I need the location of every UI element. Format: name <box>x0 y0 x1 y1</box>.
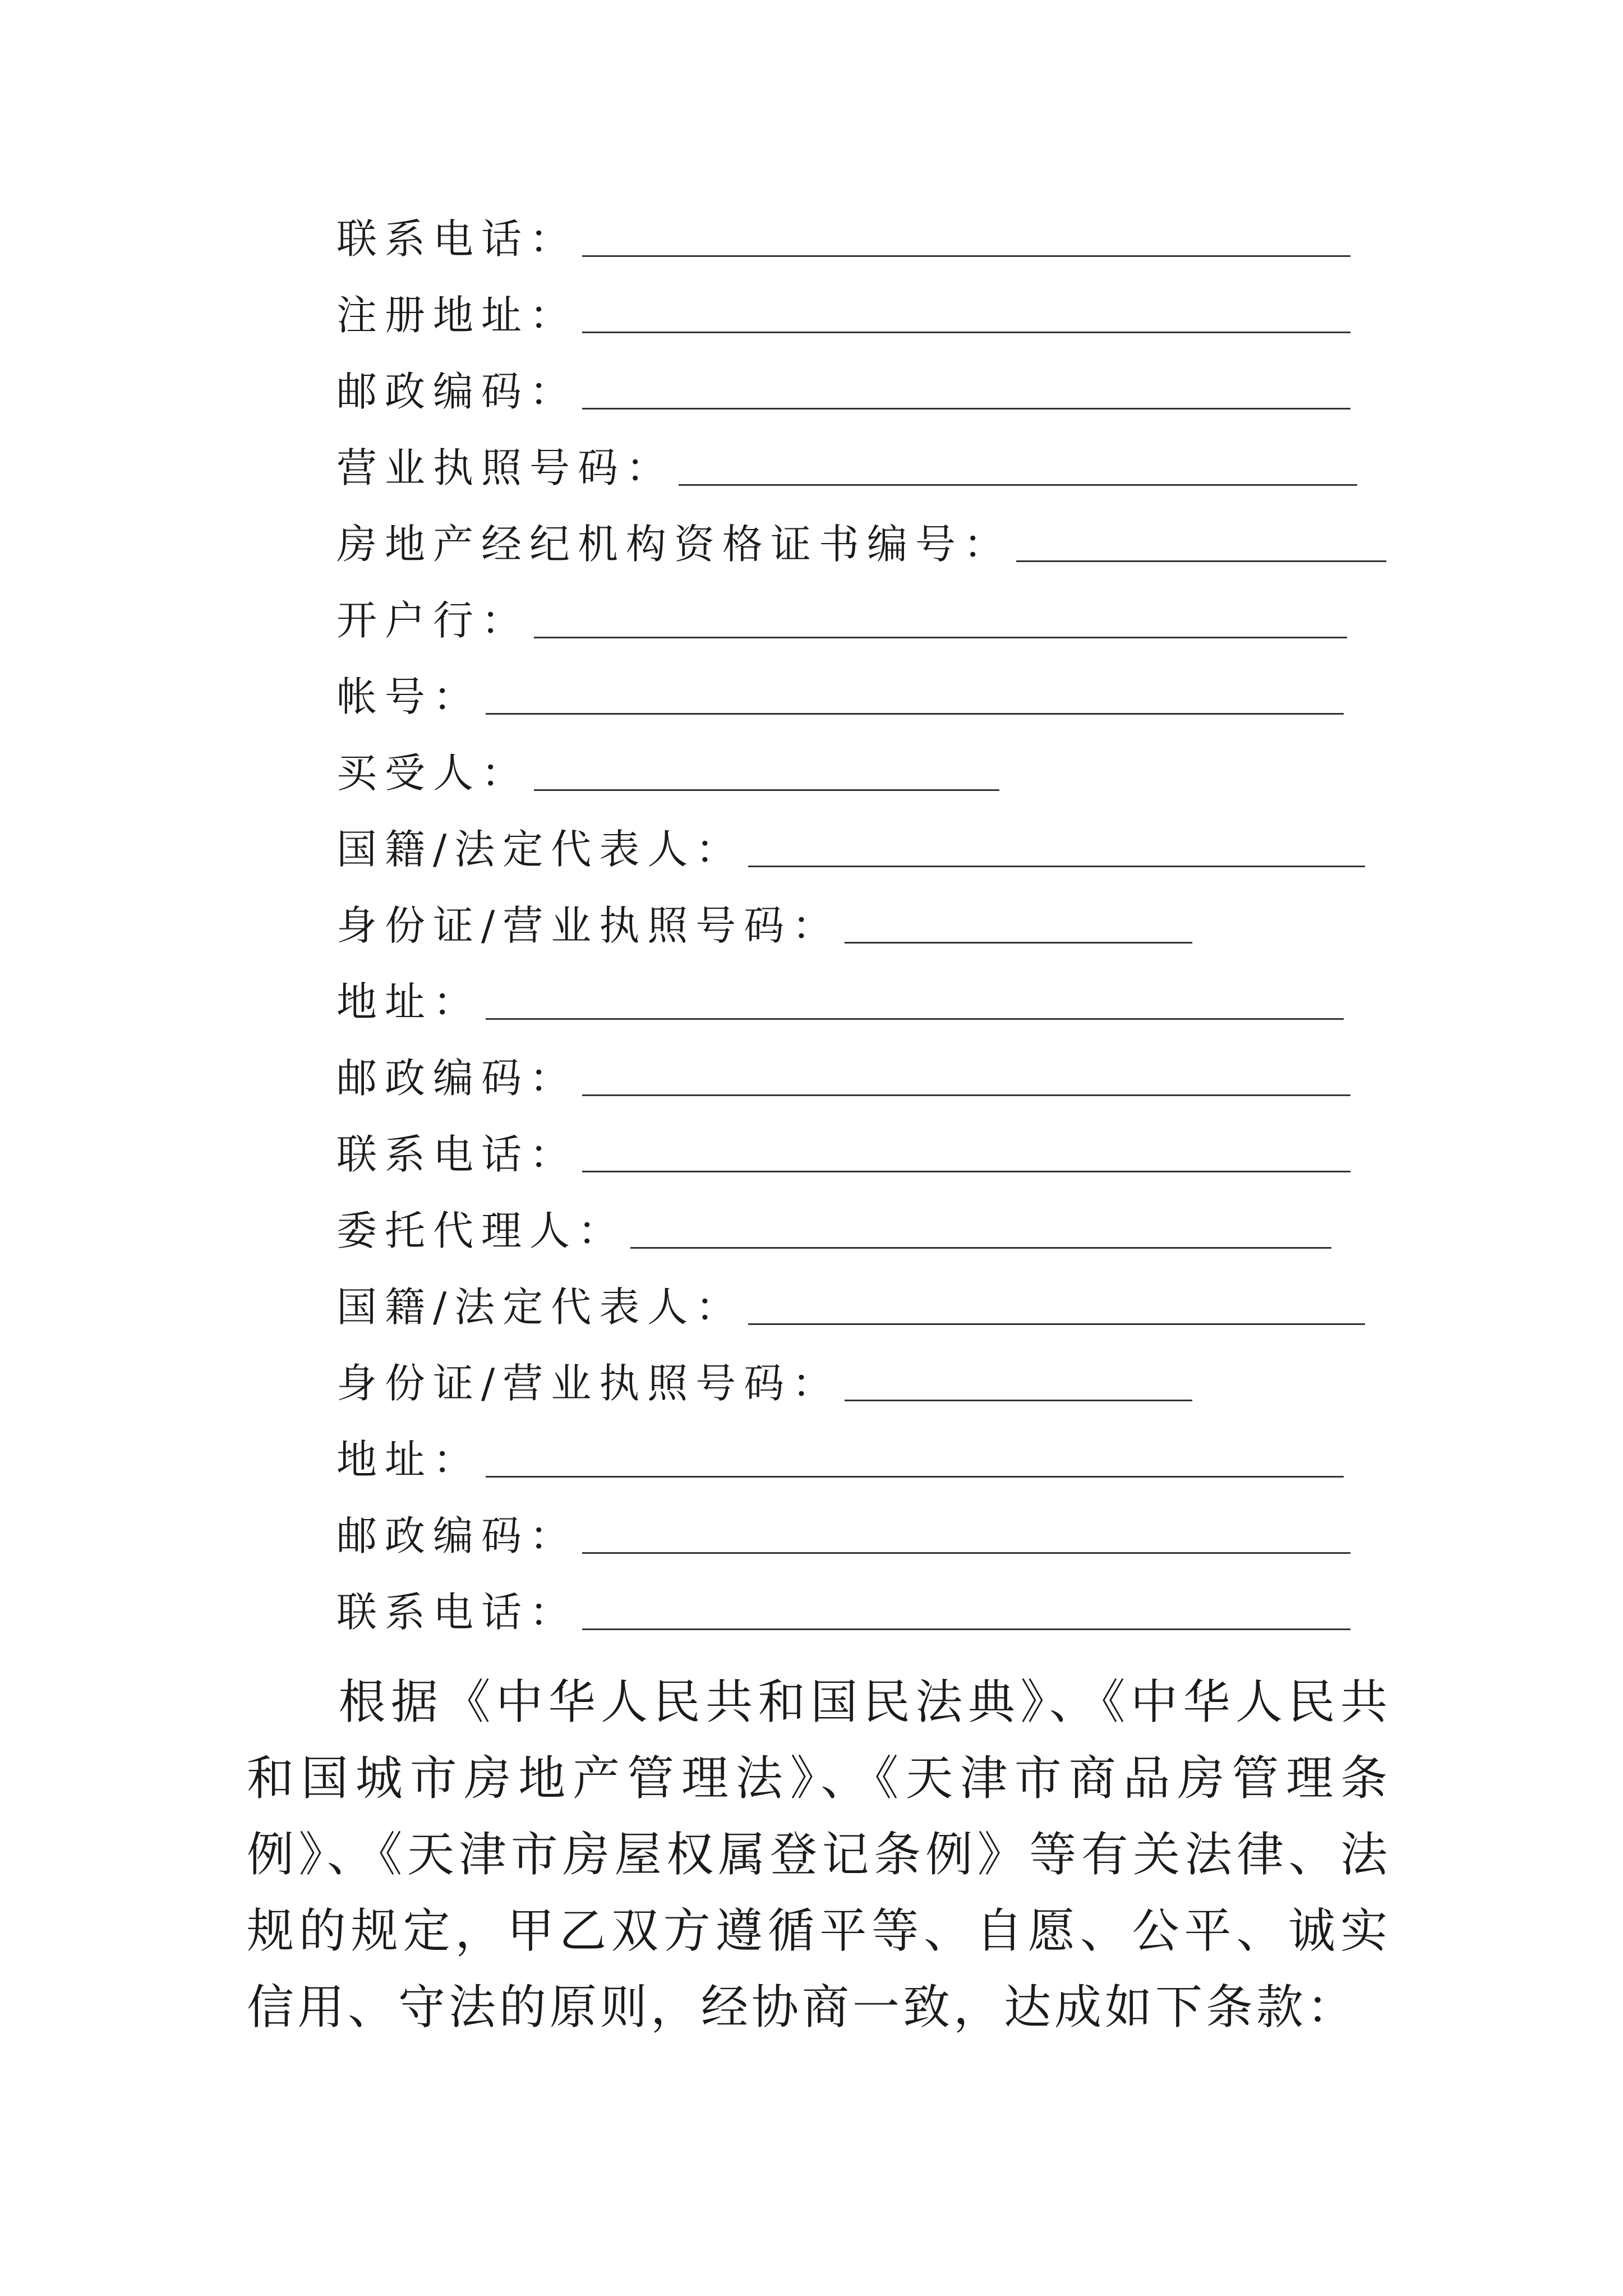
field-label: 地址： <box>336 978 482 1025</box>
blank-fill-line <box>534 603 1347 638</box>
blank-fill-line <box>486 1442 1344 1478</box>
field-row-contact-phone <box>336 1124 1350 1180</box>
preamble-text: 根据《中华人民共和国民法典》、《中华人民共和国城市房地产管理法》、《天津市商品房管理条例》、《天津市房屋权属登记条例》等有关法律、法规的规定，甲乙双方遵循平等、自愿、公平、诚实信用、守法的原则，经协商一致，达成如下条款： <box>247 1674 1391 2035</box>
blank-fill-line <box>630 1213 1331 1249</box>
field-label: 委托代理人： <box>336 1207 626 1254</box>
blank-fill-line <box>582 298 1350 333</box>
field-label: 开户行： <box>336 597 530 644</box>
field-label: 国籍/法定代表人： <box>336 826 744 873</box>
blank-fill-line <box>582 1061 1350 1096</box>
field-row-address <box>336 972 1344 1028</box>
field-label: 联系电话： <box>336 215 578 263</box>
blank-fill-line <box>748 1290 1365 1325</box>
field-label: 邮政编码： <box>336 1055 578 1102</box>
blank-fill-line <box>534 756 999 791</box>
field-row-account <box>336 666 1344 723</box>
blank-fill-line <box>582 1519 1350 1554</box>
field-label: 营业执照号码： <box>336 444 675 491</box>
field-row-bank <box>336 590 1347 646</box>
blank-fill-line <box>582 374 1350 409</box>
field-label: 邮政编码： <box>336 368 578 415</box>
blank-fill-line <box>1016 527 1386 562</box>
field-label: 注册地址： <box>336 292 578 339</box>
blank-fill-line <box>845 908 1192 944</box>
preamble-paragraph <box>247 1664 1391 2045</box>
field-row-contact-phone <box>336 209 1350 265</box>
blank-fill-line <box>679 450 1357 486</box>
blank-fill-line <box>486 984 1344 1020</box>
field-label: 地址： <box>336 1436 482 1483</box>
field-label: 帐号： <box>336 673 482 720</box>
field-label: 国籍/法定代表人： <box>336 1283 744 1331</box>
field-label: 房地产经纪机构资格证书编号： <box>336 521 1012 568</box>
field-row-buyer <box>336 743 999 799</box>
field-row-contact-phone <box>336 1582 1350 1638</box>
field-row-id-license <box>336 1353 1192 1409</box>
field-label: 邮政编码： <box>336 1512 578 1559</box>
blank-fill-line <box>748 832 1365 867</box>
field-label: 联系电话： <box>336 1131 578 1178</box>
field-row-id-license <box>336 895 1192 951</box>
field-label: 身份证/营业执照号码： <box>336 902 841 949</box>
field-row-agent <box>336 1200 1331 1257</box>
field-row-address <box>336 1429 1344 1485</box>
field-label: 买受人： <box>336 749 530 797</box>
field-label: 联系电话： <box>336 1589 578 1636</box>
field-row-nationality-representative <box>336 819 1365 875</box>
blank-fill-line <box>486 679 1344 715</box>
field-row-registered-address <box>336 285 1350 341</box>
blank-fill-line <box>582 1137 1350 1172</box>
field-row-agency-certificate <box>336 514 1386 570</box>
field-row-postal-code <box>336 361 1350 417</box>
field-row-business-license <box>336 438 1357 494</box>
blank-fill-line <box>582 1595 1350 1630</box>
field-row-postal-code <box>336 1048 1350 1104</box>
field-row-postal-code <box>336 1506 1350 1562</box>
blank-fill-line <box>845 1366 1192 1401</box>
blank-fill-line <box>582 222 1350 257</box>
field-label: 身份证/营业执照号码： <box>336 1360 841 1407</box>
field-row-nationality-representative <box>336 1277 1365 1333</box>
